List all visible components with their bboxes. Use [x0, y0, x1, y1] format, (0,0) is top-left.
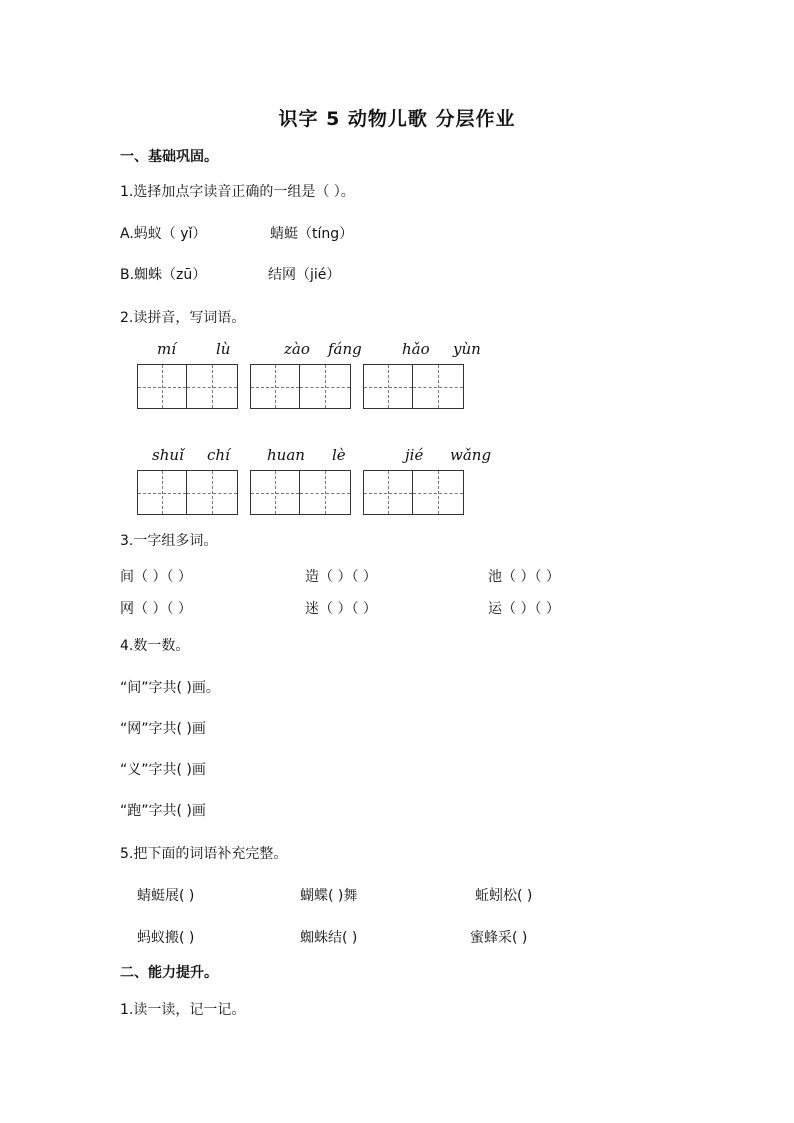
- page-title: 识字 5 动物儿歌 分层作业: [278, 108, 516, 130]
- pinyin-label: fáng: [328, 340, 362, 358]
- section-1-heading: 一、基础巩固。: [120, 149, 218, 165]
- writing-grid[interactable]: [137, 364, 238, 409]
- writing-grid[interactable]: [250, 364, 351, 409]
- word-group-item: 间（ ）（ ）: [120, 569, 192, 585]
- q5-prompt: 5.把下面的词语补充完整。: [120, 846, 288, 862]
- pinyin-label: wǎng: [450, 446, 492, 464]
- tianzige-cell[interactable]: [300, 470, 351, 515]
- section-2-q1-prompt: 1.读一读，记一记。: [120, 1002, 246, 1018]
- stroke-count-line: “义”字共( )画: [120, 762, 206, 778]
- phrase-completion-item: 蚯蚓松( ): [475, 888, 533, 904]
- q4-prompt: 4.数一数。: [120, 638, 190, 654]
- tianzige-cell[interactable]: [413, 470, 464, 515]
- q1-option-a-word2: 蜻蜓（tíng）: [270, 226, 354, 242]
- stroke-count-line: “跑”字共( )画: [120, 803, 206, 819]
- q1-option-a-word1: A.蚂蚁（ yǐ）: [120, 226, 207, 242]
- pinyin-label: zào: [284, 340, 310, 358]
- stroke-count-line: “间”字共( )画。: [120, 680, 220, 696]
- pinyin-label: jié: [405, 446, 424, 464]
- word-group-item: 运（ ）（ ）: [488, 601, 560, 617]
- pinyin-label: chí: [207, 446, 230, 464]
- word-group-item: 迷（ ）（ ）: [305, 601, 377, 617]
- writing-grid[interactable]: [363, 364, 464, 409]
- tianzige-cell[interactable]: [137, 364, 187, 409]
- word-group-item: 造（ ）（ ）: [305, 569, 377, 585]
- phrase-completion-item: 蚂蚁搬( ): [137, 930, 195, 946]
- pinyin-label: huan: [267, 446, 305, 464]
- writing-grid[interactable]: [137, 470, 238, 515]
- phrase-completion-item: 蜜蜂采( ): [470, 930, 528, 946]
- stroke-count-line: “网”字共( )画: [120, 721, 206, 737]
- tianzige-cell[interactable]: [250, 470, 300, 515]
- tianzige-cell[interactable]: [187, 470, 238, 515]
- tianzige-cell[interactable]: [250, 364, 300, 409]
- q2-prompt: 2.读拼音，写词语。: [120, 310, 246, 326]
- section-2-heading: 二、能力提升。: [120, 965, 218, 981]
- tianzige-cell[interactable]: [363, 364, 413, 409]
- writing-grid[interactable]: [250, 470, 351, 515]
- word-group-item: 池（ ）（ ）: [488, 569, 560, 585]
- word-group-item: 网（ ）（ ）: [120, 601, 192, 617]
- pinyin-label: lè: [332, 446, 346, 464]
- tianzige-cell[interactable]: [300, 364, 351, 409]
- tianzige-cell[interactable]: [413, 364, 464, 409]
- phrase-completion-item: 蜻蜓展( ): [137, 888, 195, 904]
- q1-prompt: 1.选择加点字读音正确的一组是（ ）。: [120, 184, 355, 200]
- phrase-completion-item: 蜘蛛结( ): [300, 930, 358, 946]
- q3-prompt: 3.一字组多词。: [120, 533, 218, 549]
- pinyin-label: yùn: [453, 340, 481, 358]
- writing-grid[interactable]: [363, 470, 464, 515]
- tianzige-cell[interactable]: [363, 470, 413, 515]
- q1-option-b-word1: B.蜘蛛（zū）: [120, 267, 207, 283]
- tianzige-cell[interactable]: [187, 364, 238, 409]
- q1-option-b-word2: 结网（jié）: [268, 267, 341, 283]
- pinyin-label: mí: [157, 340, 177, 358]
- tianzige-cell[interactable]: [137, 470, 187, 515]
- pinyin-label: hǎo: [402, 340, 430, 358]
- phrase-completion-item: 蝴蝶( )舞: [300, 888, 358, 904]
- pinyin-label: lù: [216, 340, 231, 358]
- pinyin-label: shuǐ: [152, 446, 184, 464]
